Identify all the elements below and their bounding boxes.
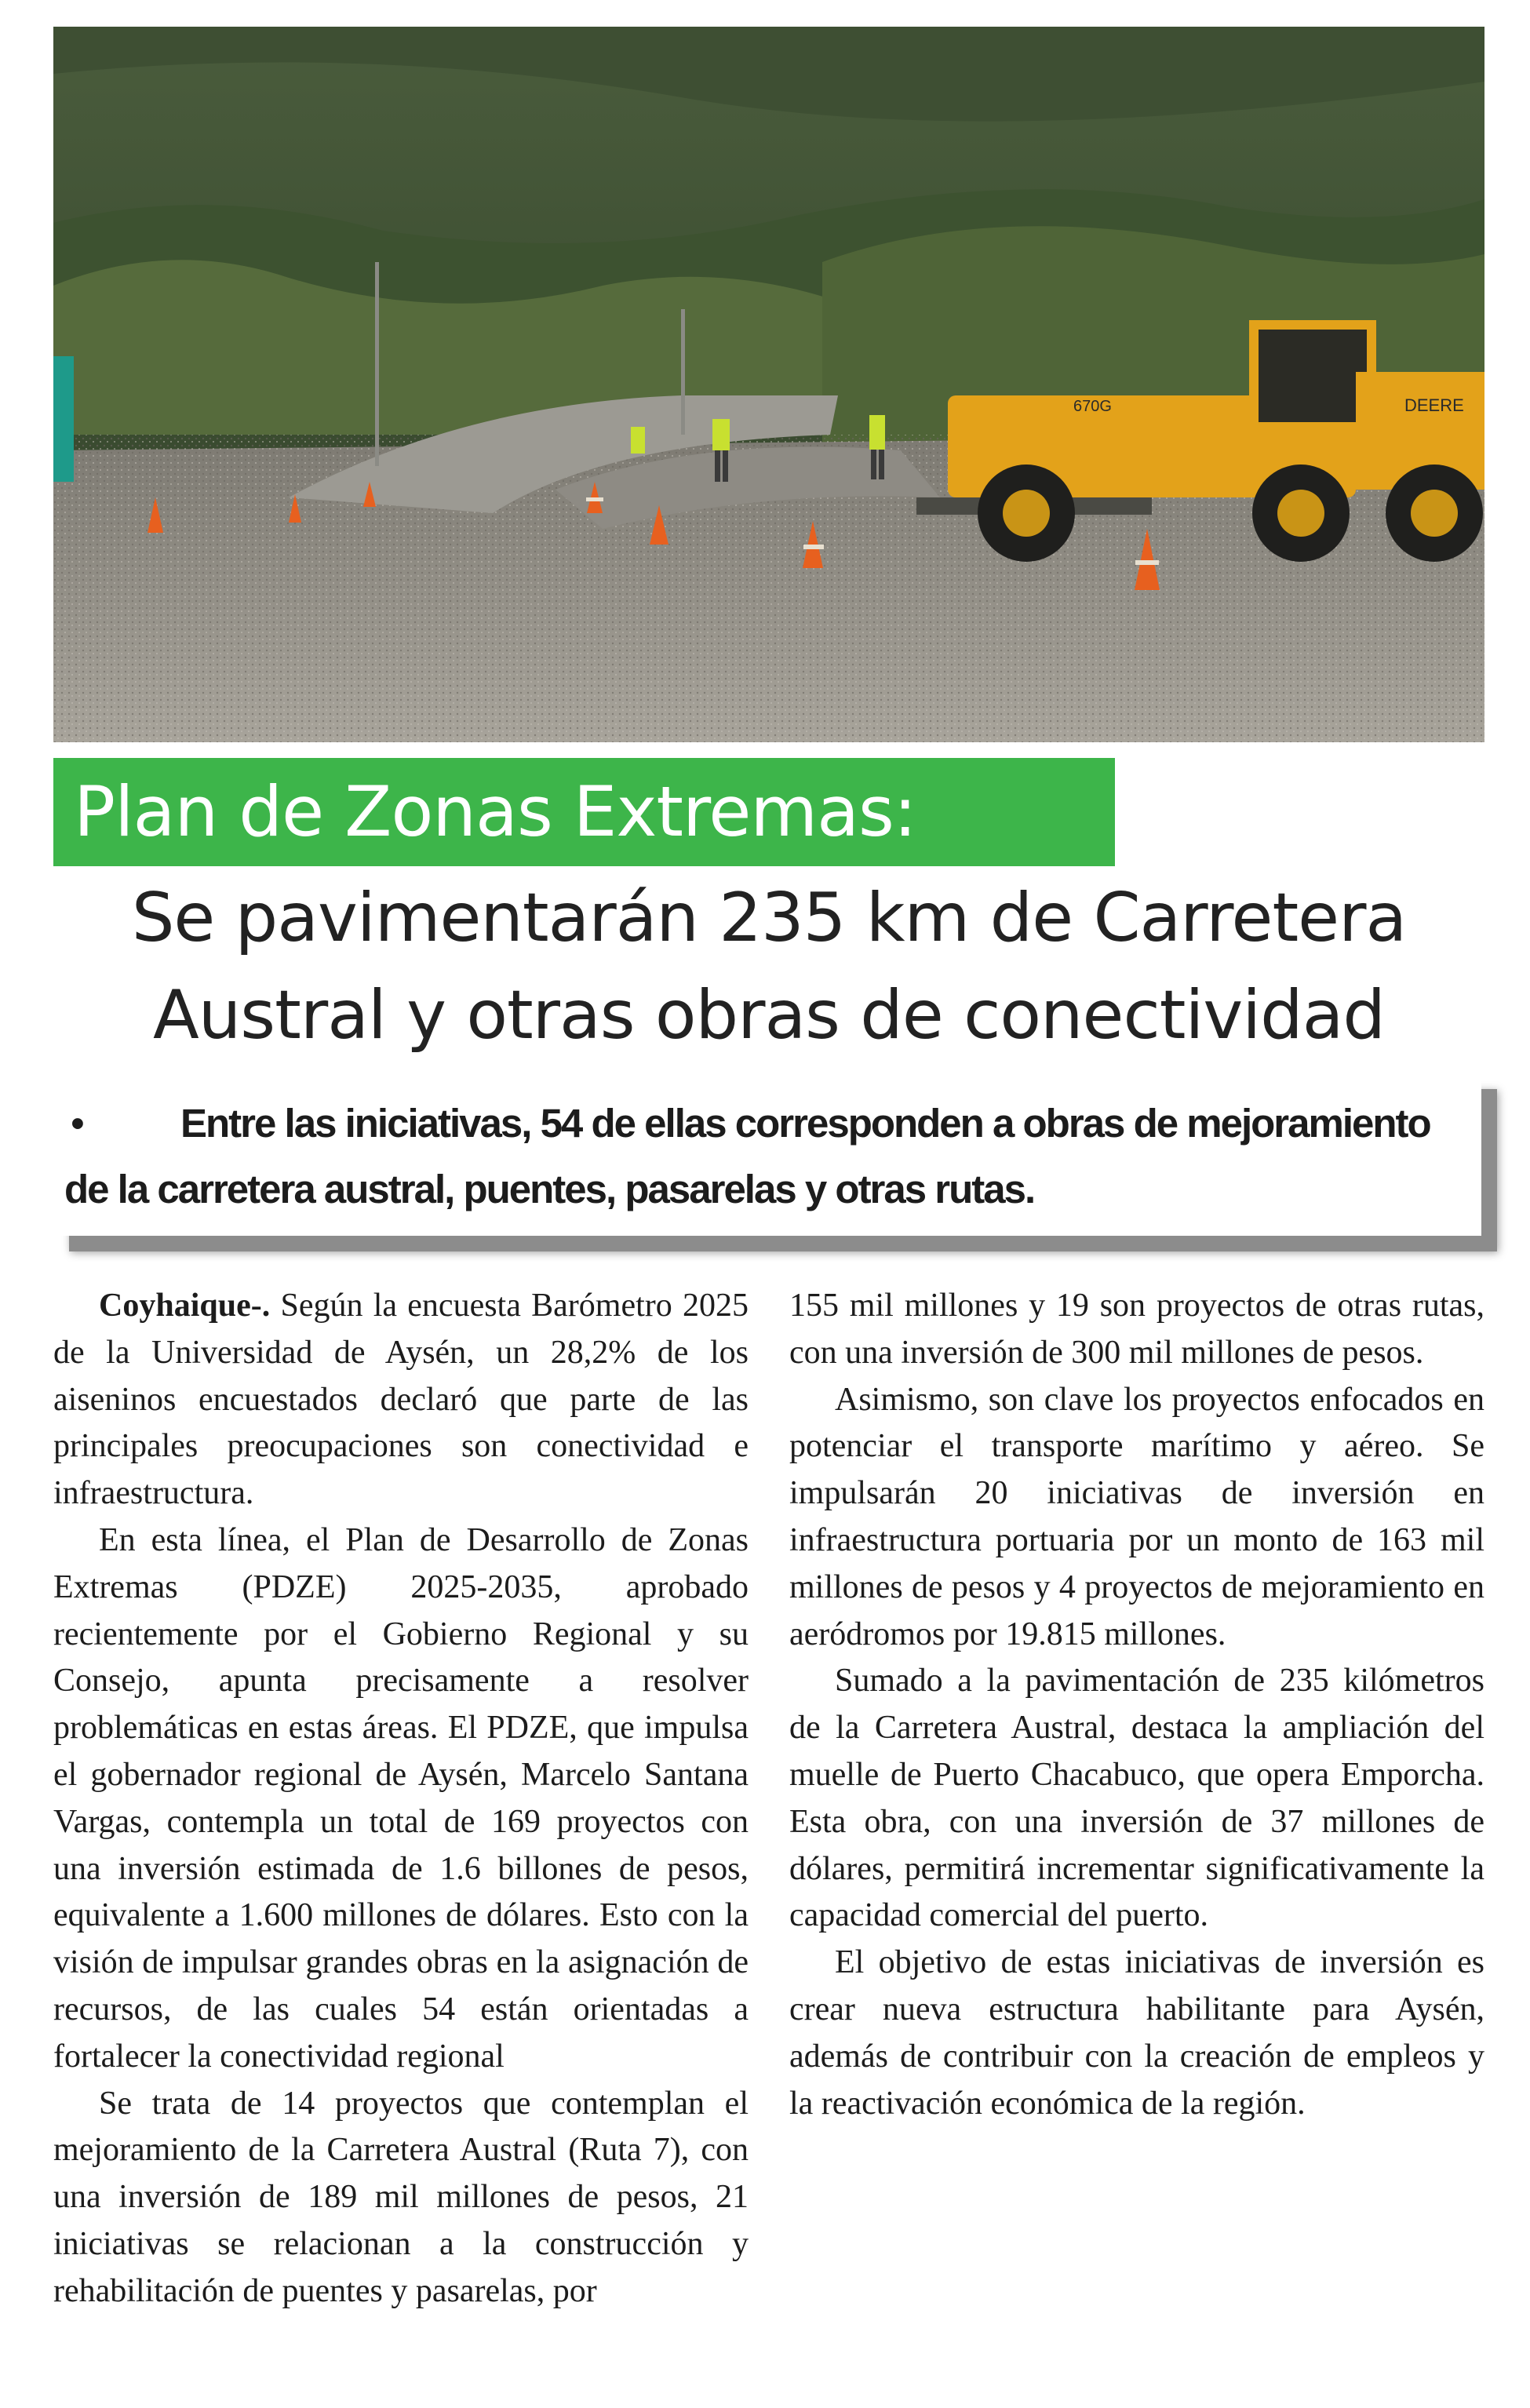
- summary-text: Entre las iniciativas, 54 de ellas corresponden a obras de mejoramiento de la carretera austral, puentes, pasarelas y otras rutas.: [64, 1101, 1430, 1211]
- article-column-left: [53, 1283, 749, 2315]
- machine-model-label: 670G: [1073, 398, 1112, 415]
- paragraph: 155 mil millones y 19 son proyectos de otras rutas, con una inversión de 300 mil millones de pesos.: [789, 1288, 1484, 1371]
- headline: [53, 869, 1484, 1064]
- paragraph: El objetivo de estas iniciativas de inversión es crear nueva estructura habilitante para Aysén, además de contribuir con la creación de empleos y la reactivación económica de la región.: [789, 1944, 1484, 2122]
- paragraph-text: Según la encuesta Barómetro 2025 de la Universidad de Aysén, un 28,2% de los aiseninos encuestados declaró que parte de las principales preocupaciones son conectividad e infraestructura.: [53, 1288, 749, 1512]
- headline-line-1: Se pavimentarán 235 km de Carretera: [131, 879, 1407, 957]
- machine-brand-label: DEERE: [1404, 395, 1464, 415]
- kicker-label: Plan de Zonas Extremas:: [53, 758, 1115, 866]
- photo-illustration: [53, 27, 1484, 742]
- paragraph: En esta línea, el Plan de Desarrollo de Zonas Extremas (PDZE) 2025-2035, aprobado recientemente por el Gobierno Regional y su Consejo, apunta precisamente a resolver problemáticas en estas áreas. El PDZE, que impulsa el gobernador regional de Aysén, Marcelo Santana Vargas, contempla un total de 169 proyectos con una inversión estimada de 1.6 billones de pesos, equivalente a 1.600 millones de dólares. Esto con la visión de impulsar grandes obras en la asignación de recursos, de las cuales 54 están orientadas a fortalecer la conectividad regional: [53, 1521, 749, 2075]
- paragraph: Se trata de 14 proyectos que contemplan el mejoramiento de la Carretera Austral (Ruta 7), con una inversión de 189 mil millones de pesos, 21 iniciativas se relacionan a la construcción y rehabilitación de puentes y pasarelas, por: [53, 2085, 749, 2309]
- paragraph: Sumado a la pavimentación de 235 kilómetros de la Carretera Austral, destaca la ampliación del muelle de Puerto Chacabuco, que opera Emporcha. Esta obra, con una inversión de 37 millones de dólares, permitirá incrementar significativamente la capacidad comercial del puerto.: [789, 1663, 1484, 1934]
- headline-line-2: Austral y otras obras de conectividad: [152, 976, 1386, 1055]
- paragraph: [53, 1283, 749, 1517]
- summary-box: [53, 1073, 1481, 1236]
- paragraph: Asimismo, son clave los proyectos enfocados en potenciar el transporte marítimo y aéreo. Se impulsarán 20 iniciativas de inversión en infraestructura portuaria por un monto de 163 mil millones de pesos y 4 proyectos de mejoramiento en aeródromos por 19.815 millones.: [789, 1381, 1484, 1652]
- article-column-right: [789, 1283, 1484, 2127]
- bullet-icon: •: [71, 1101, 83, 1146]
- dateline: Coyhaique-.: [99, 1288, 271, 1324]
- road-construction-photo: [53, 27, 1484, 742]
